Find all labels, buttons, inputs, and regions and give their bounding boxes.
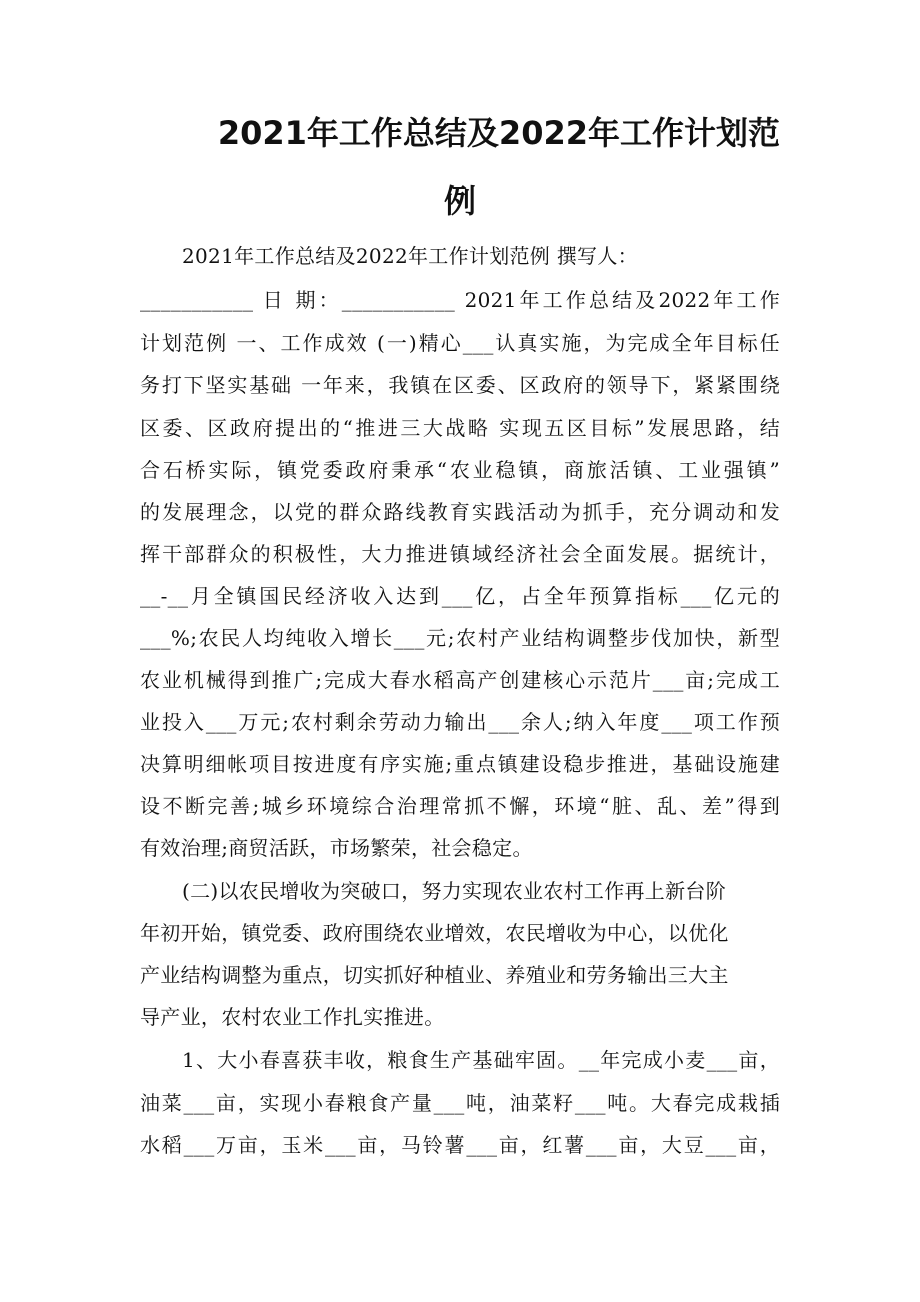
body-line: ___%;农民人均纯收入增长___元;农村产业结构调整步伐加快，新型 — [140, 626, 780, 650]
body-line: 务打下坚实基础 一年来，我镇在区委、区政府的领导下，紧紧围绕 — [140, 373, 780, 397]
body-line: ___________ 日 期：___________ 2021年工作总结及2022年工作 — [140, 288, 780, 312]
document-title-line-2: 例 — [443, 182, 476, 220]
document-title-line-1: 2021年工作总结及2022年工作计划范 — [217, 114, 780, 152]
body-line: 有效治理;商贸活跃，市场繁荣，社会稳定。 — [140, 836, 533, 860]
body-line: 导产业，农村农业工作扎实推进。 — [140, 1005, 445, 1029]
body-line: 1、大小春喜获丰收，粮食生产基础牢固。__年完成小麦___亩， — [182, 1048, 780, 1072]
body-line: 设不断完善;城乡环境综合治理常抓不懈，环境“脏、乱、差”得到 — [140, 794, 780, 818]
body-line: 油菜___亩，实现小春粮食产量___吨，油菜籽___吨。大春完成栽插 — [140, 1091, 780, 1115]
body-line: 农业机械得到推广;完成大春水稻高产创建核心示范片___亩;完成工 — [140, 668, 780, 692]
body-line: 产业结构调整为重点，切实抓好种植业、养殖业和劳务输出三大主 — [140, 963, 729, 987]
body-line: 区委、区政府提出的“推进三大战略 实现五区目标”发展思路，结 — [140, 416, 780, 440]
body-line: __-__月全镇国民经济收入达到___亿，占全年预算指标___亿元的 — [140, 584, 780, 608]
body-line: 计划范例 一、工作成效 (一)精心___认真实施，为完成全年目标任 — [140, 331, 780, 355]
body-line: 决算明细帐项目按进度有序实施;重点镇建设稳步推进，基础设施建 — [140, 752, 780, 776]
body-line: 水稻___万亩，玉米___亩，马铃薯___亩，红薯___亩，大豆___亩， — [140, 1133, 780, 1157]
body-line: (二)以农民增收为突破口，努力实现农业农村工作再上新台阶 — [182, 879, 727, 903]
body-line: 合石桥实际，镇党委政府秉承“农业稳镇，商旅活镇、工业强镇” — [140, 458, 780, 482]
body-line: 的发展理念，以党的群众路线教育实践活动为抓手，充分调动和发 — [140, 500, 780, 524]
body-line: 2021年工作总结及2022年工作计划范例 撰写人： — [182, 244, 638, 268]
body-line: 挥干部群众的积极性，大力推进镇域经济社会全面发展。据统计， — [140, 542, 780, 566]
body-line: 年初开始，镇党委、政府围绕农业增效，农民增收为中心，以优化 — [140, 921, 729, 945]
body-line: 业投入___万元;农村剩余劳动力输出___余人;纳入年度___项工作预 — [140, 710, 780, 734]
